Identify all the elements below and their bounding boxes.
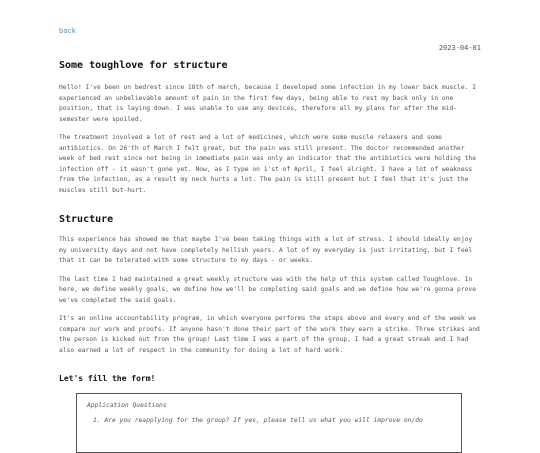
post-content (59, 60, 481, 453)
post-title: Some toughlove for structure (59, 60, 228, 71)
post-date: 2023-04-01 (438, 44, 481, 52)
form-title: Application Questions (87, 402, 167, 409)
application-form-box (76, 393, 462, 453)
back-link[interactable]: back (59, 27, 76, 35)
form-question-1: 1. Are you reapplying for the group? If yes, please tell us what you will improve on/do (93, 417, 423, 424)
intro-paragraph-1: Hello! I've been on bedrest since 18th of march, because I developed some infection in my lower back muscle. I experienced an unbelievable amount of pain in the first few days, being able to rest my back only in one position, that is laying down. I was unable to use any devices, therefore all my plans for after the mid-semester were spoiled. (59, 84, 477, 123)
form-heading: Let's fill the form! (59, 374, 156, 383)
structure-paragraph-3: It's an online accountability program, in which everyone performs the steps above and every end of the week we compare our work and proofs. If anyone hasn't done their part of the work they earn a strike. Three strikes and the person is kicked out from the group! Last time I was a part of the group, I had a great streak and I had also earned a lot of respect in the community for doing a lot of hard work. (59, 315, 480, 354)
structure-heading: Structure (59, 214, 114, 225)
structure-paragraph-2: The last time I had maintained a great weekly structure was with the help of this system called Toughlove. In here, we define weekly goals, we define how we'll be completing said goals and we define how we're gonna prove we've completed the said goals. (59, 275, 477, 304)
structure-paragraph-1: This experience has showed me that maybe I've been taking things with a lot of stress. I should ideally enjoy my university days and not have completely hellish years. A lot of my everyday is just irritating, but I feel that it can be tolerated with some structure to my days - or weeks. (59, 236, 473, 264)
intro-paragraph-2: The treatment involved a lot of rest and a lot of medicines, which were some muscle relaxers and some antibiotics. On 26'th of March I felt great, but the pain was still present. The doctor recommended another week of bed rest since not being in immediate pain was only an indicator that the antibiotics were holding the infection off - it wasn't gone yet. Now, as I type on 1'st of April, I feel alright. I have a lot of weakness from the infection, as a result my neck hurts a lot. The pain is still present but I feel that it's just the muscles still but-hurt. (59, 134, 477, 194)
